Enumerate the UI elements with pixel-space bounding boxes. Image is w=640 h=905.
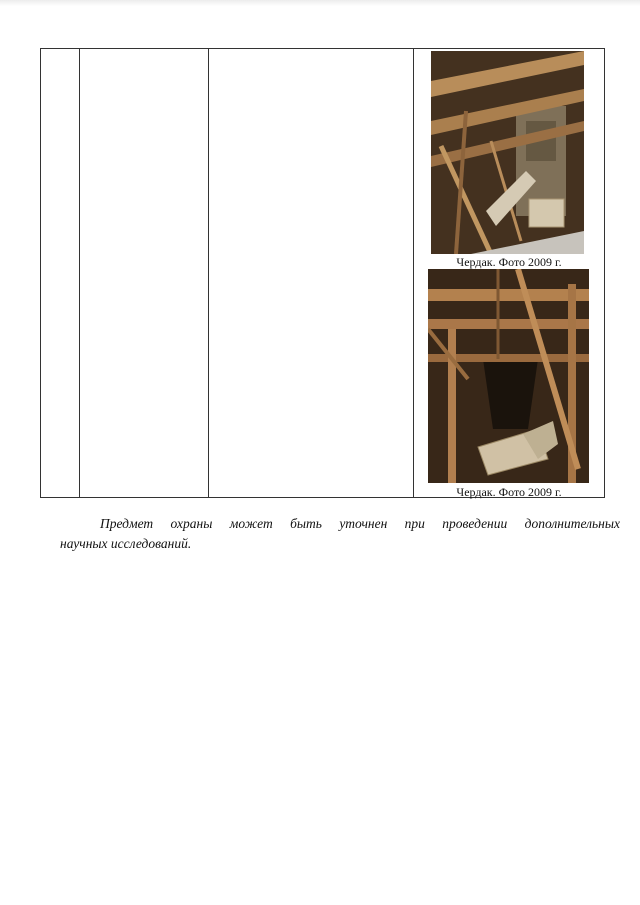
table-column-divider [208,49,209,497]
photo-caption-2: Чердак. Фото 2009 г. [456,485,562,499]
note-line-2: научных исследований. [60,536,192,551]
note-line-1: Предмет охраны может быть уточнен при проведении дополнительных [100,516,620,531]
attic-photo-1 [431,51,584,254]
table-column-divider [79,49,80,497]
protection-subject-note [60,514,620,554]
table-cell-photos [414,49,604,497]
photo-caption-1: Чердак. Фото 2009 г. [456,255,562,269]
attic-photo-2 [428,269,589,483]
page-top-shadow [0,0,640,6]
object-table [40,48,605,498]
